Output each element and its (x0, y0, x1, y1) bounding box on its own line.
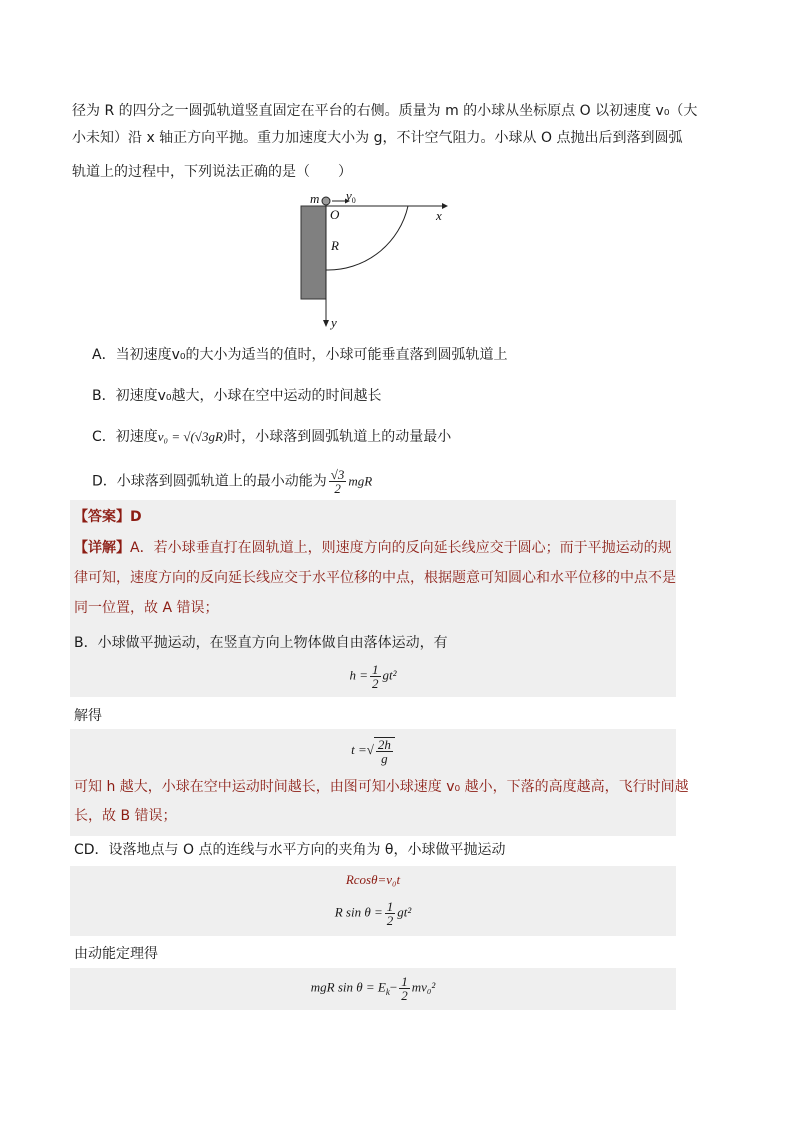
eq4-right: gt² (397, 904, 412, 920)
solution-b-line-2: 可知 h 越大，小球在空中运动时间越长，由图可知小球速度 v₀ 越小，下落的高度越高，飞行时间越 (74, 779, 689, 795)
eq5-right: mv₀² (411, 979, 436, 995)
option-d-tail: mgR (348, 473, 373, 489)
x-axis-arrow (442, 203, 448, 209)
label-m: m (310, 191, 320, 206)
eq4-fraction: $\frac{1}{2}$ (386, 899, 394, 928)
label-y: y (331, 315, 337, 330)
solution-cd-line-1: CD．设落地点与 O 点的连线与水平方向的夹角为 θ，小球做平抛运动 (74, 842, 506, 858)
ball (322, 197, 330, 205)
platform (301, 206, 326, 299)
option-c (92, 427, 451, 447)
option-d (92, 468, 372, 495)
equation-rcos: Rcosθ=v₀t (345, 872, 401, 887)
eq5-sub: k (385, 987, 390, 998)
energy-label: 由动能定理得 (74, 946, 158, 962)
option-d-prefix: D．小球落到圆弧轨道上的最小动能为 (92, 473, 327, 490)
equation-t: t =√ $\frac{2h}{g}$ (70, 737, 676, 765)
eq1-left: h = (349, 667, 368, 683)
solution-b-line-3: 长，故 B 错误； (74, 808, 177, 824)
option-b: B．初速度v₀越大，小球在空中运动的时间越长 (92, 388, 382, 404)
answer-label: 【答案】D (74, 509, 142, 525)
question-line-1: 径为 R 的四分之一圆弧轨道竖直固定在平台的右侧。质量为 m 的小球从坐标原点 O 以初速度 v₀（大 (72, 103, 698, 119)
label-R: R (331, 238, 339, 253)
solution-a-line-1 (74, 538, 684, 558)
option-d-fraction: $\frac{√3}{2}$ (330, 467, 345, 496)
option-a: A．当初速度v₀的大小为适当的值时，小球可能垂直落到圆弧轨道上 (92, 347, 508, 363)
solve-label: 解得 (74, 708, 102, 724)
solution-a-line-3: 同一位置，故 A 错误； (74, 600, 219, 616)
projectile-diagram (290, 190, 460, 335)
label-origin: O (330, 207, 340, 222)
equation-energy (70, 975, 676, 1002)
label-x: x (436, 208, 442, 223)
equation-h (70, 663, 676, 690)
eq2-left: t = (351, 741, 367, 757)
y-axis-arrow (323, 320, 329, 327)
solution-a-line-1-text: A．若小球垂直打在圆轨道上，则速度方向的反向延长线应交于圆心；而于平抛运动的规 (130, 540, 672, 556)
eq5-left: mgR sin θ = E (310, 979, 386, 995)
equation-rsin (70, 900, 676, 927)
solution-a-line-2: 律可知，速度方向的反向延长线应交于水平位移的中点，根据题意可知圆心和水平位移的中点不是 (74, 570, 676, 586)
eq1-right: gt² (382, 667, 397, 683)
option-c-suffix: 时，小球落到圆弧轨道上的动量最小 (227, 429, 452, 445)
eq5-fraction: $\frac{1}{2}$ (401, 974, 408, 1003)
eq1-fraction: $\frac{1}{2}$ (372, 662, 379, 691)
eq4-left: R sin θ = (334, 904, 383, 920)
label-v0: $v_0$ (346, 190, 356, 205)
question-line-2: 小未知）沿 x 轴正方向平抛。重力加速度大小为 g，不计空气阻力。小球从 O 点抛出后到落到圆弧 (72, 130, 683, 146)
eq2-radical: $\frac{2h}{g}$ (374, 737, 395, 765)
eq5-minus: − (389, 979, 398, 995)
solution-label: 【详解】 (74, 540, 130, 556)
solution-b-line-1: B．小球做平抛运动，在竖直方向上物体做自由落体运动，有 (74, 635, 448, 651)
option-c-prefix: C．初速度 (92, 429, 158, 445)
option-c-math: v₀ = √(√3gR) (157, 429, 228, 444)
question-line-3: 轨道上的过程中，下列说法正确的是（ ） (72, 164, 352, 180)
